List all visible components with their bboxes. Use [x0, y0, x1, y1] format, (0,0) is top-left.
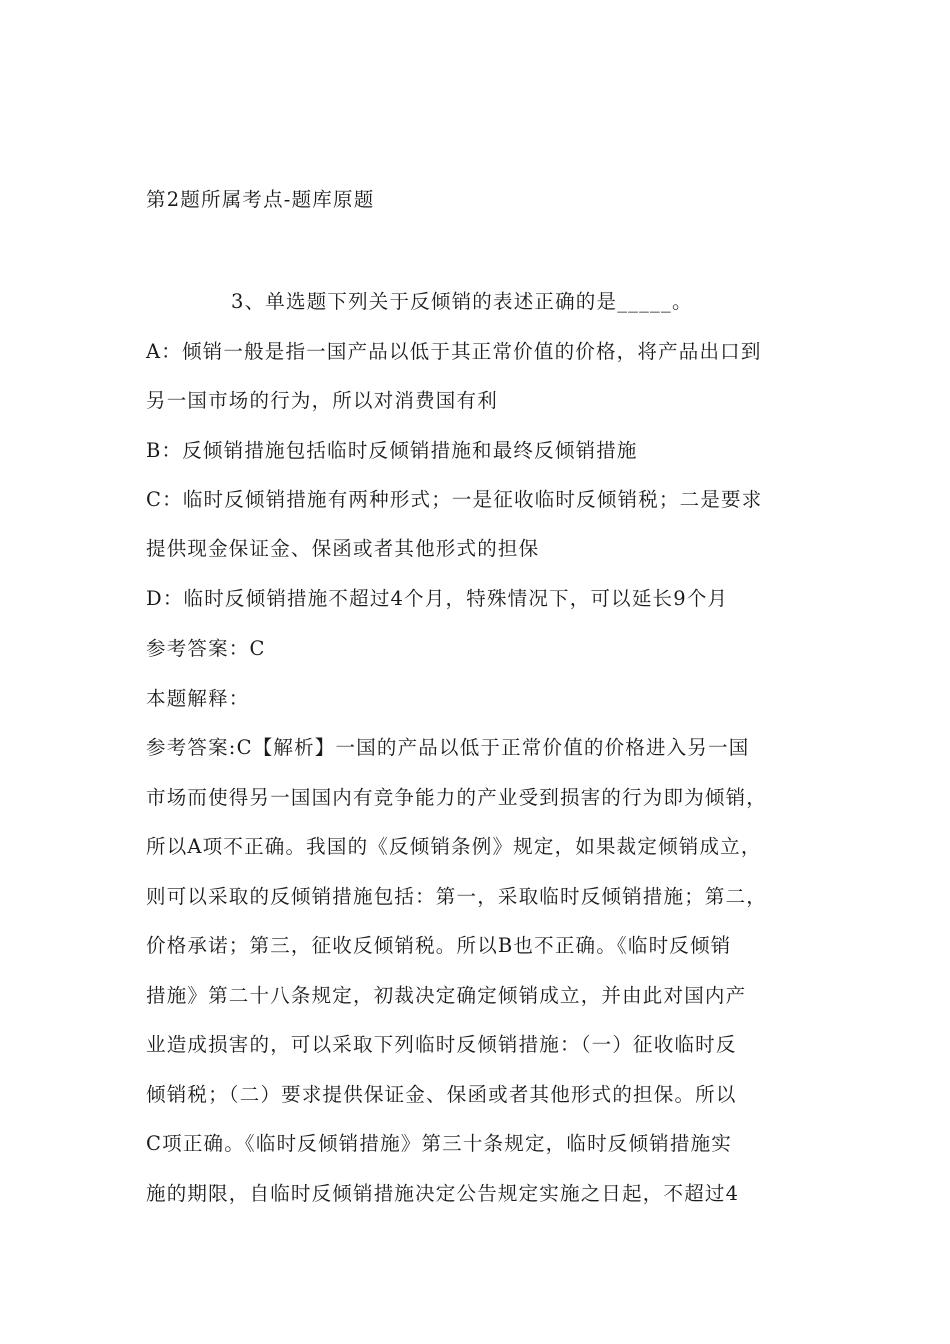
- explanation-line: 业造成损害的，可以采取下列临时反倾销措施：（一）征收临时反: [146, 1033, 737, 1056]
- explanation-line: 施的期限，自临时反倾销措施决定公告规定实施之日起，不超过4: [146, 1182, 740, 1205]
- explanation-line: 所以A项不正确。我国的《反倾销条例》规定，如果裁定倾销成立，: [146, 835, 762, 858]
- option-d: D：临时反倾销措施不超过4个月，特殊情况下，可以延长9个月: [146, 587, 729, 610]
- explanation-line: 则可以采取的反倾销措施包括：第一，采取临时反倾销措施；第二，: [146, 885, 768, 908]
- option-a-line-1: A：倾销一般是指一国产品以低于其正常价值的价格，将产品出口到: [146, 340, 762, 363]
- explanation-line: C项正确。《临时反倾销措施》第三十条规定，临时反倾销措施实: [146, 1132, 732, 1155]
- option-c-line-1: C：临时反倾销措施有两种形式；一是征收临时反倾销税；二是要求: [146, 488, 763, 511]
- explanation-heading: 本题解释：: [146, 687, 250, 710]
- option-a-line-2: 另一国市场的行为，所以对消费国有利: [146, 389, 498, 412]
- question-stem: 3、单选题下列关于反倾销的表述正确的是_____。: [231, 290, 693, 313]
- section-note: 第2题所属考点-题库原题: [146, 188, 375, 211]
- explanation-line: 倾销税；（二）要求提供保证金、保函或者其他形式的担保。所以: [146, 1083, 737, 1106]
- option-b: B：反倾销措施包括临时反倾销措施和最终反倾销措施: [146, 439, 638, 462]
- explanation-line: 价格承诺；第三，征收反倾销税。所以B也不正确。《临时反倾销: [146, 934, 732, 957]
- explanation-line: 参考答案:C【解析】一国的产品以低于正常价值的价格进入另一国: [146, 736, 750, 759]
- reference-answer: 参考答案：C: [146, 637, 266, 660]
- option-c-line-2: 提供现金保证金、保函或者其他形式的担保: [146, 537, 540, 560]
- explanation-line: 措施》第二十八条规定，初裁决定确定倾销成立，并由此对国内产: [146, 984, 747, 1007]
- explanation-line: 市场而使得另一国国内有竞争能力的产业受到损害的行为即为倾销，: [146, 786, 768, 809]
